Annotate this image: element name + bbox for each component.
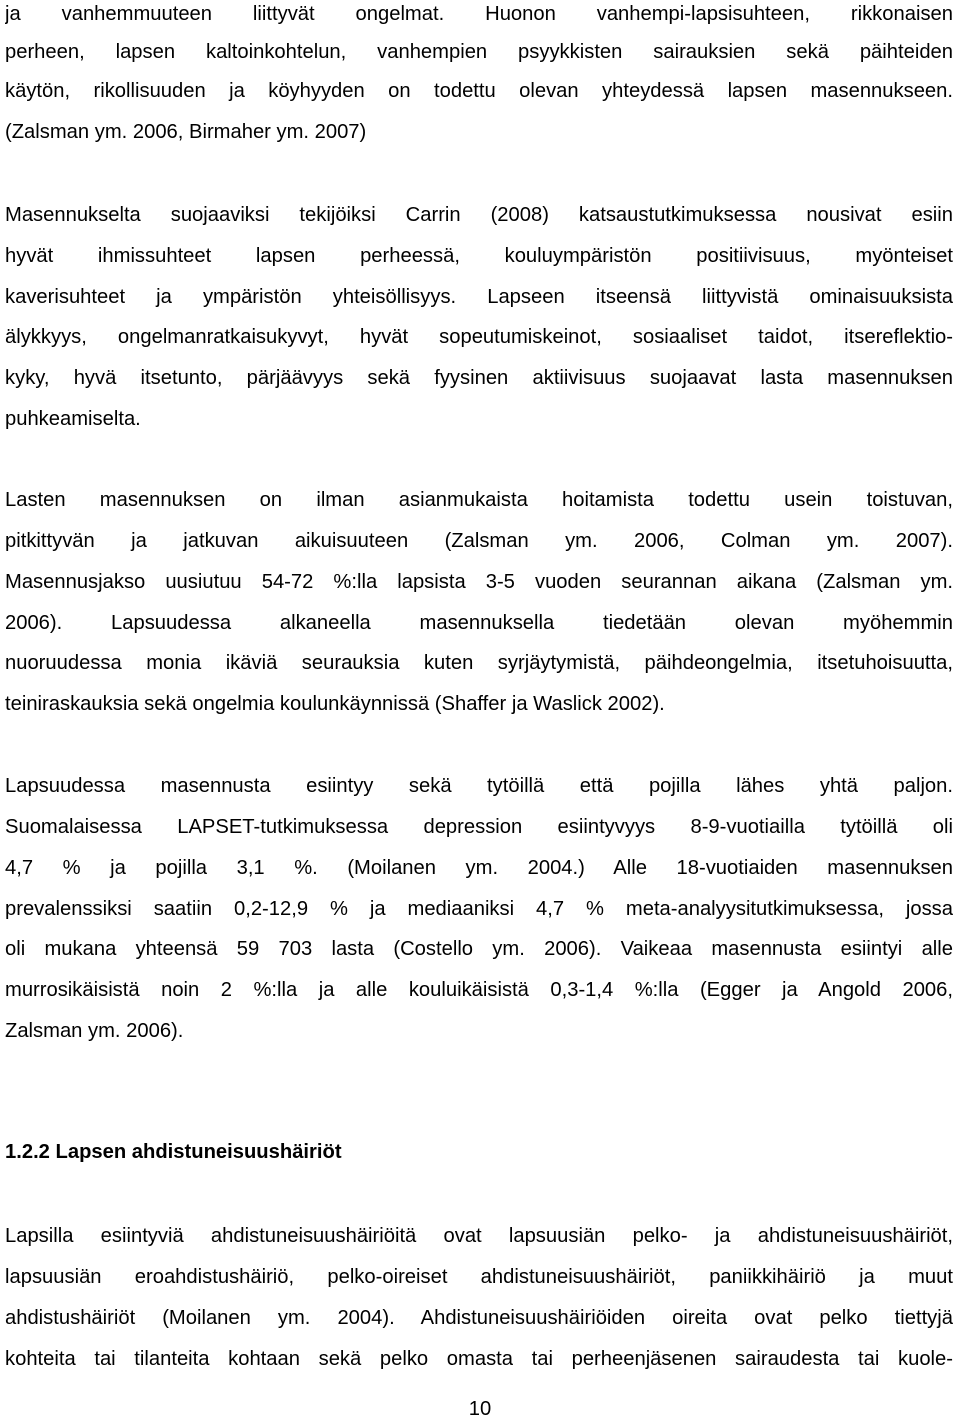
- text-line: kohteita tai tilanteita kohtaan sekä pelko omasta tai perheenjäsenen sairaudesta tai kuole-: [5, 1348, 953, 1370]
- text-line: 4,7 % ja pojilla 3,1 %. (Moilanen ym. 2004.) Alle 18-vuotiaiden masennuksen: [5, 857, 953, 879]
- text-line: ja vanhemmuuteen liittyvät ongelmat. Huonon vanhempi-lapsisuhteen, rikkonaisen: [5, 3, 953, 25]
- section-heading: 1.2.2 Lapsen ahdistuneisuushäiriöt: [5, 1141, 342, 1163]
- text-line: nuoruudessa monia ikäviä seurauksia kuten syrjäytymistä, päihdeongelmia, itsetuhoisuutta,: [5, 652, 953, 674]
- text-line: Zalsman ym. 2006).: [5, 1020, 184, 1042]
- text-line: kaverisuhteet ja ympäristön yhteisöllisyys. Lapseen itseensä liittyvistä ominaisuuksista: [5, 286, 953, 308]
- text-line: lapsuusiän eroahdistushäiriö, pelko-oireiset ahdistuneisuushäiriöt, paniikkihäiriö ja muut: [5, 1266, 953, 1288]
- text-line: oli mukana yhteensä 59 703 lasta (Costello ym. 2006). Vaikeaa masennusta esiintyi alle: [5, 938, 953, 960]
- text-line: puhkeamiselta.: [5, 408, 141, 430]
- page-number: 10: [468, 1398, 492, 1420]
- text-line: hyvät ihmissuhteet lapsen perheessä, kouluympäristön positiivisuus, myönteiset: [5, 245, 953, 267]
- text-line: (Zalsman ym. 2006, Birmaher ym. 2007): [5, 121, 367, 143]
- text-line: 2006). Lapsuudessa alkaneella masennuksella tiedetään olevan myöhemmin: [5, 612, 953, 634]
- text-line: Lasten masennuksen on ilman asianmukaista hoitamista todettu usein toistuvan,: [5, 489, 953, 511]
- text-line: murrosikäisistä noin 2 %:lla ja alle kouluikäisistä 0,3-1,4 %:lla (Egger ja Angold 2006,: [5, 979, 953, 1001]
- text-line: perheen, lapsen kaltoinkohtelun, vanhempien psyykkisten sairauksien sekä päihteiden: [5, 41, 953, 63]
- text-line: Lapsuudessa masennusta esiintyy sekä tytöillä että pojilla lähes yhtä paljon.: [5, 775, 953, 797]
- text-line: prevalenssiksi saatiin 0,2-12,9 % ja mediaaniksi 4,7 % meta-analyysitutkimuksessa, jossa: [5, 898, 953, 920]
- text-line: käytön, rikollisuuden ja köyhyyden on todettu olevan yhteydessä lapsen masennukseen.: [5, 80, 953, 102]
- text-line: kyky, hyvä itsetunto, pärjäävyys sekä fyysinen aktiivisuus suojaavat lasta masennuksen: [5, 367, 953, 389]
- text-line: Masennukselta suojaaviksi tekijöiksi Carrin (2008) katsaustutkimuksessa nousivat esiin: [5, 204, 953, 226]
- text-line: pitkittyvän ja jatkuvan aikuisuuteen (Zalsman ym. 2006, Colman ym. 2007).: [5, 530, 953, 552]
- text-line: ahdistushäiriöt (Moilanen ym. 2004). Ahdistuneisuushäiriöiden oireita ovat pelko tiettyjä: [5, 1307, 953, 1329]
- text-line: Suomalaisessa LAPSET-tutkimuksessa depression esiintyvyys 8-9-vuotiailla tytöillä oli: [5, 816, 953, 838]
- text-line: älykkyys, ongelmanratkaisukyvyt, hyvät sopeutumiskeinot, sosiaaliset taidot, itsereflektio-: [5, 326, 953, 348]
- text-line: Masennusjakso uusiutuu 54-72 %:lla lapsista 3-5 vuoden seurannan aikana (Zalsman ym.: [5, 571, 953, 593]
- text-line: teiniraskauksia sekä ongelmia koulunkäynnissä (Shaffer ja Waslick 2002).: [5, 693, 665, 715]
- text-line: Lapsilla esiintyviä ahdistuneisuushäiriöitä ovat lapsuusiän pelko- ja ahdistuneisuushäiriöt,: [5, 1225, 953, 1247]
